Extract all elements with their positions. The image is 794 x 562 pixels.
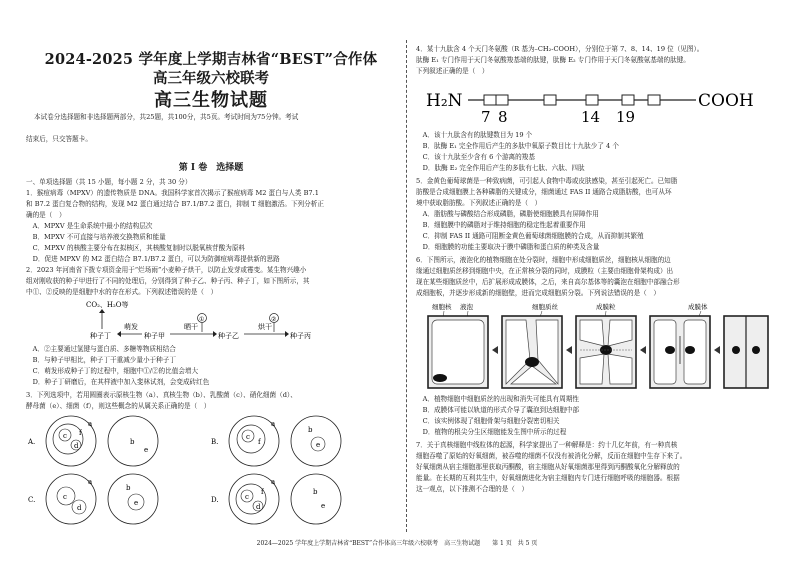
peptide-residue-box-2 <box>622 95 634 105</box>
q3-d-text-e: e <box>321 502 326 510</box>
q3-a-text-e: e <box>144 446 149 454</box>
q6-stage-5 <box>724 316 768 388</box>
q5-line-1: 5．金黄色葡萄球菌是一种致病菌，可引起人食物中毒或皮肤感染，甚至引起死亡。已知脂 <box>416 177 678 185</box>
q4-line-1: 4．某十九肽含 4 个天门冬氨酸（R 基为–CH₂-COOH），分别位于第 7、8、14、19 位（见图）。 <box>416 45 704 53</box>
intro-line-2: 结束后，只交答题卡。 <box>26 135 92 143</box>
q5-line-2: 肪酸是合成细胞膜上各种磷脂的关键成分，细菌通过 FAS II 通路合成脂肪酸，也可从环 <box>416 188 672 196</box>
q5-line-3: 境中获取脂肪酸。下列叙述正确的是（ ） <box>416 199 542 207</box>
q6-labels <box>432 302 708 311</box>
exam-title-line2: 高三年级六校联考 <box>153 70 269 87</box>
q6-label-phragmosome: 成膜粒 <box>596 303 616 311</box>
q2-label-bake: 烘干 <box>258 323 272 331</box>
q1-option-b: B．MPXV 不可直接与培养液交换物质和能量 <box>26 233 166 241</box>
q2-arrowhead-dry <box>213 331 217 337</box>
q4-option-a: A．该十九肽含有的肽键数目为 19 个 <box>416 131 533 139</box>
q4-line-2: 肽酶 E₁ 专门作用于天门冬氨酸羧基端的肽键，肽酶 E₂ 专门作用于天门冬氨酸氨基端的肽键。 <box>416 56 690 64</box>
q2-option-b: B．与种子甲相比，种子丁干重减少量小于种子丁 <box>26 356 176 364</box>
q2-water-form-1: ① <box>199 316 205 323</box>
peptide-residue-box <box>544 95 556 105</box>
q6-label-vacuole: 液泡 <box>460 303 473 311</box>
q3-c-text-d: d <box>77 504 82 512</box>
q2-line-2: 组对刚收获的种子甲进行了不同的处理后，分别得到了种子乙、种子丙、种子丁，如下图所示，其 <box>26 277 310 285</box>
q5-option-b: B．细胞膜中的磷脂对于维持细胞的稳定性起着重要作用 <box>416 221 586 229</box>
q3-a-text-c: c <box>63 432 67 440</box>
q2-seed-bing: 种子丙 <box>290 332 311 340</box>
q3-label-c: C. <box>28 496 36 504</box>
q3-venn-option-a <box>27 416 158 466</box>
q6-line-4: 成细胞板，并逐步形成新的细胞壁，进而完成细胞质分裂。下列说法错误的是（ ） <box>416 289 660 297</box>
q1-line-3: 确的是（ ） <box>26 211 66 219</box>
q6-arrow-2 <box>566 346 572 354</box>
q2-water-form-2: ② <box>271 316 277 323</box>
q3-b-text-e: e <box>316 441 321 449</box>
q3-line-2: 酵母菌（e）、细菌（f），则这些概念的从属关系正确的是（ ） <box>26 402 211 410</box>
q3-label-b: B. <box>211 438 219 446</box>
column-divider <box>406 40 407 532</box>
section-title: 第 I 卷 选择题 <box>178 163 244 173</box>
exam-title-subject: 高三生物试题 <box>154 90 268 111</box>
q5-option-d: D．细胞膜的功能主要取决于膜中磷脂和蛋白质的种类及含量 <box>416 243 600 251</box>
q1-line-2: 和 B7.2 蛋白复合物的结构，发现 M2 蛋白通过结合 B7.1/B7.2 蛋白，抑制 T 细胞激活。下列分析正 <box>26 200 324 208</box>
q2-seed-diagram <box>66 298 326 344</box>
q2-line-1: 2．2023 年河南省下拨专项资金用于“烂场雨”小麦种子烘干，以防止发芽或霉变。某生物兴趣小 <box>26 266 307 274</box>
q4-line-3: 下列叙述正确的是（ ） <box>416 67 489 75</box>
q3-c-text-c: c <box>63 493 67 501</box>
q3-a-text-f: f <box>79 429 82 437</box>
q7-line-2: 细胞吞噬了原始的好氧细菌，被吞噬的细菌不仅没有被消化分解，反而在细胞中生存下来了。 <box>416 452 687 460</box>
peptide-pos-19: 19 <box>616 108 636 124</box>
section-subtitle: 一、单项选择题（共 15 小题，每小题 2 分，共 30 分） <box>26 178 192 186</box>
q6-option-c: C．该实例体现了细胞骨架与细胞分裂密切相关 <box>416 417 560 425</box>
q3-c-text-e: e <box>134 499 139 507</box>
q6-stage-3 <box>576 316 636 388</box>
q6-option-d: D．植物的根尖分生区细胞能发生图中所示的过程 <box>416 428 567 436</box>
q1-option-c: C．MPXV 的核酸主要分布在拟核区，其核酸复制时以脱氧核苷酸为原料 <box>26 244 246 252</box>
q4-peptide-diagram <box>426 80 766 124</box>
q4-option-c: C．该十九肽至少含有 6 个游离的羧基 <box>416 153 535 161</box>
q6-option-a: A．植物细胞中细胞质丝的出现和消失可能具有周期性 <box>416 395 580 403</box>
q2-option-d: D．种子丁研磨后，在其样液中加入斐林试剂，会变成砖红色 <box>26 378 210 386</box>
q1-option-d: D．促进 MPXV 的 M2 蛋白结合 B7.1/B7.2 蛋白，可以为防御痘病毒提供新的思路 <box>26 255 280 263</box>
q2-seed-yi: 种子乙 <box>218 332 239 340</box>
q3-b-text-b: b <box>308 426 313 434</box>
q3-d-text-f: f <box>261 488 264 496</box>
q6-cell-4-nucleus-1 <box>665 346 675 354</box>
q6-option-b: B．成膜体可能以轨道的形式介导了囊泡到达细胞中部 <box>416 406 580 414</box>
q6-stage-4 <box>650 316 710 388</box>
q6-cell-3-vac-4 <box>608 354 632 384</box>
q3-b-text-f: f <box>258 438 261 446</box>
q2-seed-jia: 种子甲 <box>144 332 165 340</box>
q3-c-text-b: b <box>126 484 131 492</box>
q6-label-strands: 细胞质丝 <box>532 303 558 311</box>
q2-label-germ: 萌发 <box>124 323 138 331</box>
q6-cell-5-nucleus-1 <box>732 346 740 354</box>
peptide-pos-8: 8 <box>498 108 508 124</box>
peptide-residue-14 <box>586 95 598 105</box>
q6-line-2: 缘通过细胞质丝移到细胞中央，在正常核分裂的同时，成膜粒（主要由细胞骨架构成）出 <box>416 267 674 275</box>
q6-line-3: 现在某些细胞质丝中，后扩展形成成膜体，之后，来自高尔基体等的囊泡在细胞中部融合形 <box>416 278 680 286</box>
q3-label-d: D. <box>211 496 219 504</box>
q3-venn-option-c <box>28 474 158 524</box>
q2-arrowhead-bake <box>285 331 289 337</box>
peptide-amino-end: H₂N <box>426 91 463 111</box>
q3-d-text-a: a <box>271 478 276 486</box>
q7-line-5: 这一观点，以下推测不合理的是（ ） <box>416 485 529 493</box>
q3-label-a: A. <box>28 438 36 446</box>
q2-products-label: CO₂、H₂O等 <box>86 301 129 309</box>
q2-arrowhead-germ <box>117 331 121 337</box>
q2-label-dry: 晒干 <box>184 323 198 331</box>
peptide-carboxyl-end: COOH <box>698 91 754 111</box>
peptide-pos-7: 7 <box>481 108 491 124</box>
q3-venn-options <box>26 414 396 532</box>
peptide-residue-7 <box>484 95 496 105</box>
q3-d-text-b: b <box>313 488 318 496</box>
q1-option-a: A．MPXV 是生命系统中最小的结构层次 <box>26 222 153 230</box>
q6-cell-2-nucleus <box>525 357 539 367</box>
q6-cell-5-nucleus-2 <box>752 346 760 354</box>
q3-d-text-c: c <box>245 493 249 501</box>
q2-option-a: A．②主要通过氢键与蛋白质、多糖等物质相结合 <box>26 345 176 353</box>
q2-option-c: C．萌发形成种子丁的过程中，细胞中①/②的比值会增大 <box>26 367 199 375</box>
intro-line-1: 本试卷分选择题和非选择题两部分，共25题，共100分，共5页。考试时间为75分钟。考试 <box>34 113 299 121</box>
q3-venn-option-b <box>211 416 341 466</box>
q6-label-nucleus: 细胞核 <box>432 303 452 311</box>
q7-line-1: 7．关于真核细胞中线粒体的起源，科学家提出了一种解释是：约十几亿年前，有一种真核 <box>416 441 678 449</box>
q7-line-3: 好氧细菌从宿主细胞那里获取丙酮酸，宿主细胞从好氧细菌那里得到丙酮酸氧化分解释放的 <box>416 463 680 471</box>
peptide-residue-19 <box>648 95 660 105</box>
page-footer: 2024—2025 学年度上学期吉林省“BEST”合作体高三年级六校联考 高三生物试题 第 1 页 共 5 页 <box>256 540 538 547</box>
q2-seed-ding: 种子丁 <box>90 332 111 340</box>
q3-venn-option-d <box>211 474 341 524</box>
q6-stage-2 <box>502 316 562 388</box>
q3-b-text-c: c <box>246 433 250 441</box>
q3-a-text-a: a <box>88 420 93 428</box>
q3-c-text-a: a <box>88 478 93 486</box>
q3-b-text-a: a <box>271 420 276 428</box>
q6-label-phragmoplast: 成膜体 <box>688 303 708 311</box>
q3-a-text-d: d <box>74 442 79 450</box>
q6-cell-4-nucleus-2 <box>685 346 695 354</box>
q6-arrow-1 <box>492 346 498 354</box>
peptide-residue-8 <box>496 95 508 105</box>
q3-c-right <box>108 474 158 524</box>
q6-arrow-3 <box>640 346 646 354</box>
q7-line-4: 能量。在长期的互利共生中，好氧细菌进化为宿主细胞内专门进行细胞呼吸的细胞器。根据 <box>416 474 680 482</box>
q6-cell-1-nucleus <box>433 374 447 382</box>
q2-line-3: 中①、②反映的是细胞中水的存在形式。下列叙述错误的是（ ） <box>26 288 218 296</box>
q6-arrow-4 <box>714 346 720 354</box>
q3-d-right <box>291 474 341 524</box>
q6-line-1: 6．下图所示，液泡化的植物细胞在处分裂时，细胞中形成细胞质丝，细胞核从细胞的边 <box>416 256 671 264</box>
q4-option-d: D．肽酶 E₂ 完全作用后产生的多肽有七肽、六肽、四肽 <box>416 164 585 172</box>
q3-d-text-d: d <box>256 503 261 511</box>
q6-stage-1 <box>428 316 488 388</box>
exam-title-line1: 2024-2025 学年度上学期吉林省“BEST”合作体 <box>44 51 378 68</box>
q6-cell-division-diagram <box>426 300 771 392</box>
q3-a-text-b: b <box>130 438 135 446</box>
q2-arrowhead-up <box>99 309 105 313</box>
q3-line-1: 3．下列选项中，若用圆圈表示原核生物（a）、真核生物（b）、乳酸菌（c）、硝化细菌（d）、 <box>26 391 297 399</box>
q6-cell-3-vac-3 <box>580 354 604 384</box>
peptide-pos-14: 14 <box>581 108 601 124</box>
q5-option-c: C．抑制 FAS II 通路可阻断金黄色葡萄球菌细胞膜的合成，从而抑制其繁殖 <box>416 232 644 240</box>
q1-line-1: 1．猴痘病毒（MPXV）的遗传物质是 DNA。我国科学家首次揭示了猴痘病毒 M2 蛋白与人类 B7.1 <box>26 189 319 197</box>
q4-option-b: B．肽酶 E₁ 完全作用后产生的多肽中氧原子数目比十九肽少了 4 个 <box>416 142 619 150</box>
q5-option-a: A．脂肪酸与磷酸结合形成磷脂，磷脂使细胞膜具有屏障作用 <box>416 210 599 218</box>
q3-b-mid <box>237 425 265 453</box>
